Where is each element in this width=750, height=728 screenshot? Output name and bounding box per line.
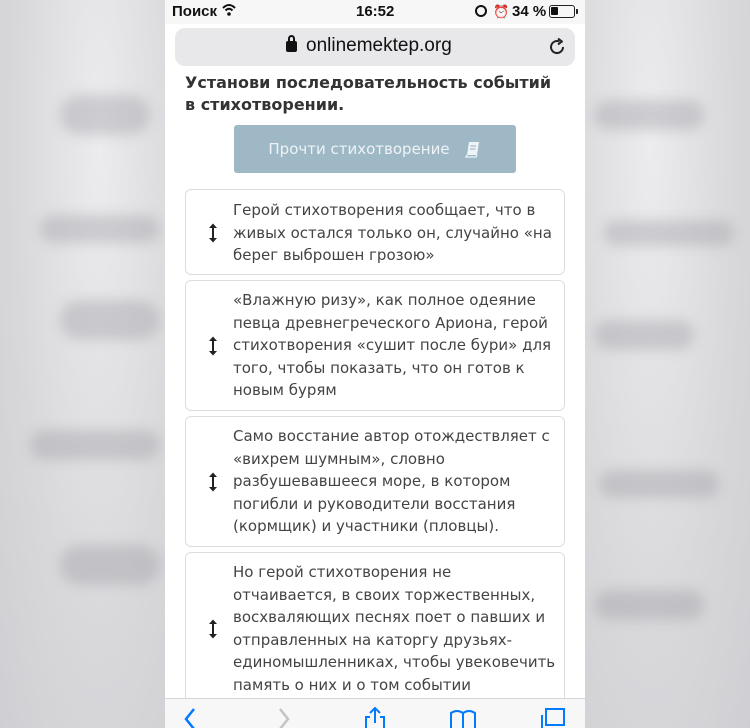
battery-percent: 34 % (512, 3, 547, 20)
carrier-label: Поиск (172, 3, 218, 20)
url-text[interactable]: onlinemektep.org (306, 35, 452, 56)
sequence-item-text: Но герой стихотворения не отчаивается, в своих торжественных, восхваляющих песнях поет о павших и отправленных на каторгу друзьях-единомышленниках, чтобы увековечить память о них и о том событии (233, 563, 556, 694)
read-poem-button-label: Прочти стихотворение (268, 140, 450, 158)
sequence-item-text: Герой стихотворения сообщает, что в живых остался только он, случайно «на берег выброшен грозою» (233, 201, 552, 264)
sequence-item-1[interactable] (185, 189, 565, 275)
phone-screen (165, 0, 585, 728)
tabs-icon[interactable] (537, 707, 567, 728)
forward-icon[interactable] (269, 707, 299, 728)
sequence-item-3[interactable] (185, 416, 565, 547)
sequence-item-text: «Влажную ризу», как полное одеяние певца древнегреческого Ариона, герой стихотворения «сушит после бури» для того, чтобы показать, что он готов к новым бурям (233, 291, 552, 399)
page-content (165, 70, 585, 698)
blurred-background-left (0, 0, 165, 728)
sequence-item-text: Само восстание автор отождествляет с «вихрем шумным», словно разбушевавшееся море, в котором погибли и руководители восстания (кормщик) и участники (пловцы). (233, 427, 550, 535)
battery-icon (549, 5, 575, 18)
vertical-arrows-icon[interactable] (206, 618, 220, 640)
clock-time: 16:52 (356, 3, 395, 20)
share-icon[interactable] (360, 707, 390, 728)
vertical-arrows-icon[interactable] (206, 222, 220, 244)
blurred-background-right (584, 0, 750, 728)
browser-toolbar (165, 698, 585, 728)
bookmarks-icon[interactable] (448, 707, 478, 728)
reload-icon[interactable] (547, 37, 567, 57)
orientation-lock-icon (475, 5, 487, 17)
sequence-item-4[interactable] (185, 552, 565, 698)
wifi-icon (222, 3, 236, 17)
sequence-item-2[interactable] (185, 280, 565, 411)
alarm-icon: ⏰ (493, 4, 510, 19)
address-bar[interactable] (175, 28, 575, 66)
vertical-arrows-icon[interactable] (206, 471, 220, 493)
task-instruction: Установи последовательность событий в стихотворении. (185, 73, 552, 114)
vertical-arrows-icon[interactable] (206, 335, 220, 357)
back-icon[interactable] (175, 707, 205, 728)
book-icon (464, 140, 482, 158)
lock-icon (286, 41, 297, 52)
read-poem-button[interactable] (234, 125, 516, 173)
battery-level (551, 7, 558, 15)
status-bar (165, 0, 585, 24)
